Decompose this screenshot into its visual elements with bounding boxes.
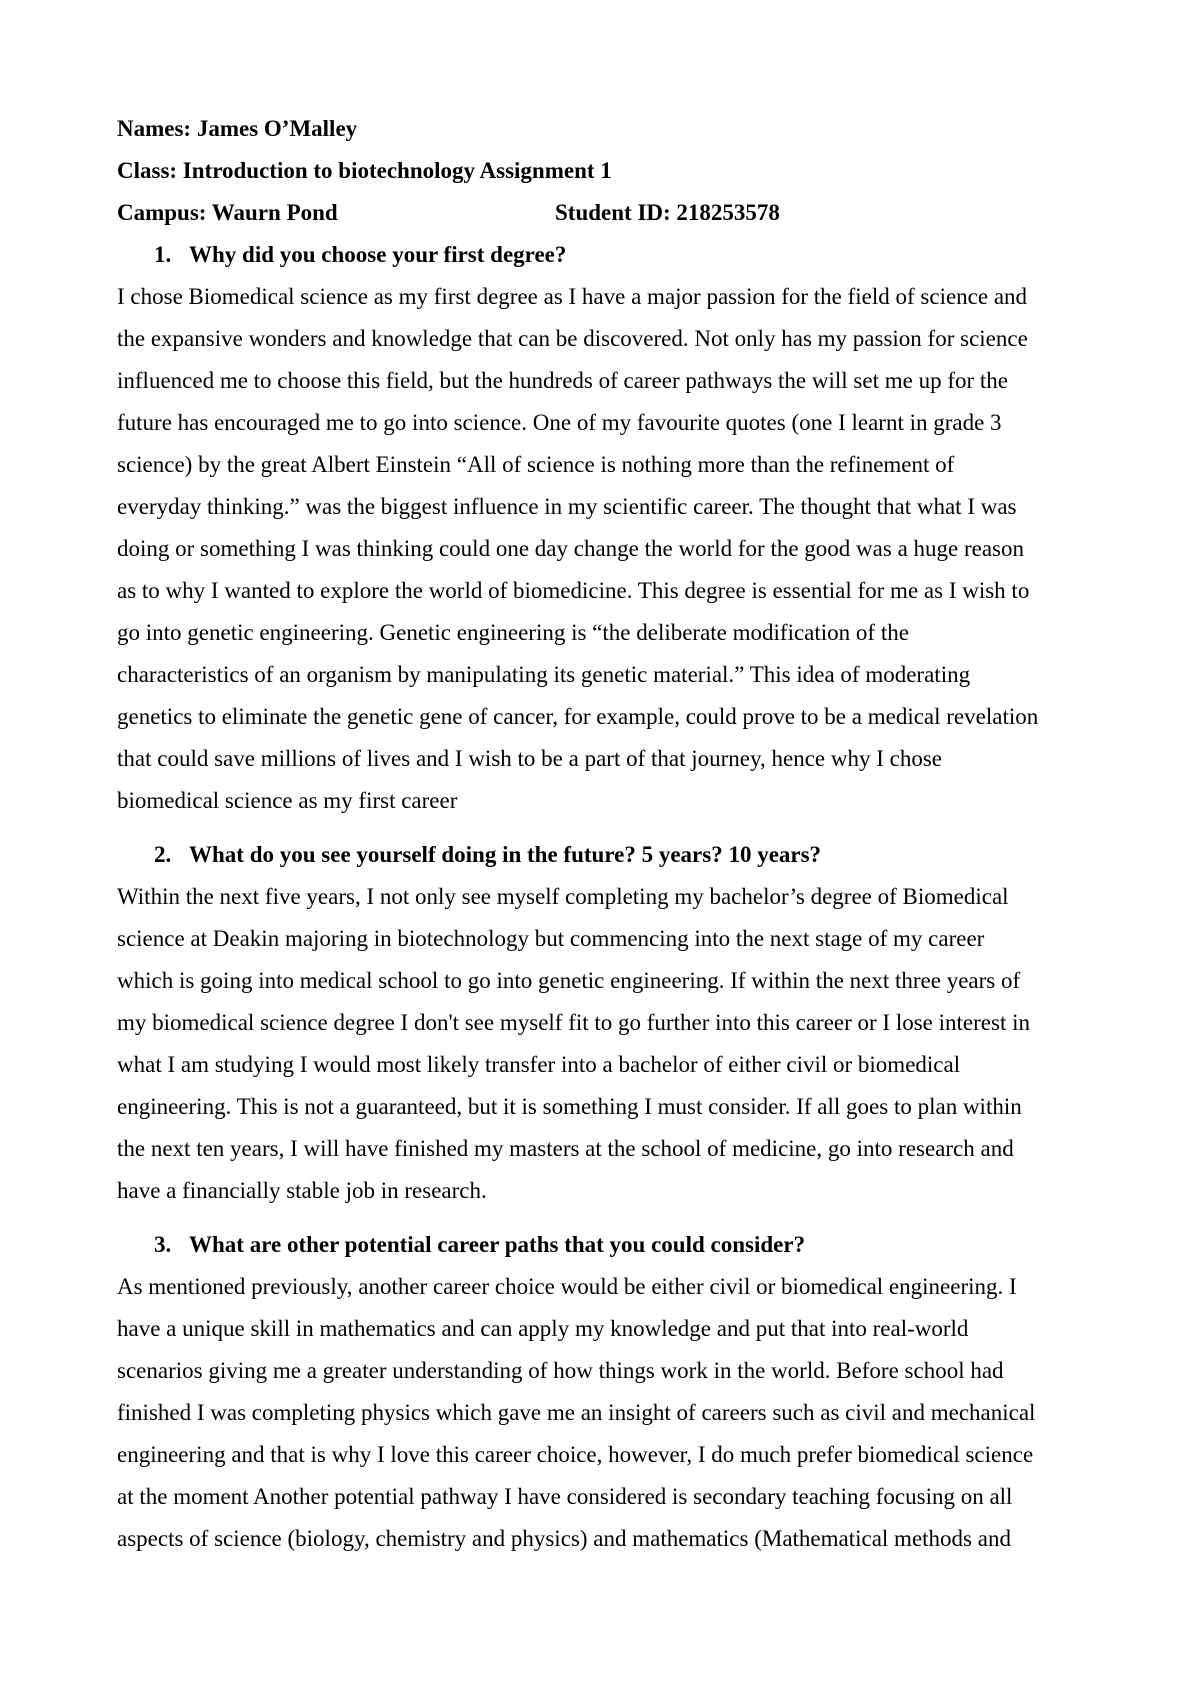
question-title: What are other potential career paths that you could consider?	[189, 1232, 806, 1257]
question-number: 2.	[154, 842, 172, 867]
answer-line: finished I was completing physics which gave me an insight of careers such as civil and mechanical	[117, 1400, 1036, 1425]
question-1-heading	[117, 234, 1117, 276]
answer-line: the expansive wonders and knowledge that can be discovered. Not only has my passion for science	[117, 326, 1028, 351]
answer-line: the next ten years, I will have finished my masters at the school of medicine, go into research and	[117, 1136, 1014, 1161]
answer-line: science) by the great Albert Einstein “All of science is nothing more than the refinement of	[117, 452, 955, 477]
answer-line: have a financially stable job in research.	[117, 1178, 487, 1203]
question-title: Why did you choose your first degree?	[189, 242, 567, 267]
question-2-heading	[117, 834, 1117, 876]
student-id-label: Student ID: 218253578	[555, 200, 780, 225]
campus-line	[117, 192, 1117, 234]
campus-label: Campus: Waurn Pond	[117, 200, 338, 225]
answer-line: doing or something I was thinking could one day change the world for the good was a huge reason	[117, 536, 1025, 561]
answer-line: what I am studying I would most likely transfer into a bachelor of either civil or biomedical	[117, 1052, 961, 1077]
answer-line: engineering and that is why I love this career choice, however, I do much prefer biomedical science	[117, 1442, 1034, 1467]
question-title: What do you see yourself doing in the future? 5 years? 10 years?	[189, 842, 822, 867]
question-number: 1.	[154, 242, 172, 267]
answer-line: that could save millions of lives and I wish to be a part of that journey, hence why I chose	[117, 746, 943, 771]
question-3-heading	[117, 1224, 1117, 1266]
answer-line: I chose Biomedical science as my first degree as I have a major passion for the field of science and	[117, 284, 1028, 309]
answer-line: have a unique skill in mathematics and can apply my knowledge and put that into real-world	[117, 1316, 969, 1341]
answer-line: characteristics of an organism by manipulating its genetic material.” This idea of moderating	[117, 662, 971, 687]
answer-2-paragraph	[117, 876, 1117, 1212]
answer-3-paragraph	[117, 1266, 1117, 1560]
names-line: Names: James O’Malley	[117, 116, 358, 141]
answer-line: scenarios giving me a greater understanding of how things work in the world. Before school had	[117, 1358, 1004, 1383]
answer-line: future has encouraged me to go into science. One of my favourite quotes (one I learnt in grade 3	[117, 410, 1002, 435]
answer-line: aspects of science (biology, chemistry and physics) and mathematics (Mathematical methods and	[117, 1526, 1011, 1551]
answer-line: science at Deakin majoring in biotechnology but commencing into the next stage of my career	[117, 926, 985, 951]
paragraph-gap	[117, 822, 1117, 834]
answer-line: genetics to eliminate the genetic gene of cancer, for example, could prove to be a medical revelation	[117, 704, 1039, 729]
answer-line: at the moment Another potential pathway I have considered is secondary teaching focusing on all	[117, 1484, 1013, 1509]
answer-line: Within the next five years, I not only see myself completing my bachelor’s degree of Biomedical	[117, 884, 1009, 909]
answer-line: which is going into medical school to go into genetic engineering. If within the next three years of	[117, 968, 1021, 993]
class-line: Class: Introduction to biotechnology Assignment 1	[117, 158, 612, 183]
answer-line: biomedical science as my first career	[117, 788, 458, 813]
answer-line: everyday thinking.” was the biggest influence in my scientific career. The thought that what I was	[117, 494, 1017, 519]
question-number: 3.	[154, 1232, 172, 1257]
paragraph-gap	[117, 1212, 1117, 1224]
answer-line: as to why I wanted to explore the world of biomedicine. This degree is essential for me as I wish to	[117, 578, 1030, 603]
answer-line: As mentioned previously, another career choice would be either civil or biomedical engineering. I	[117, 1274, 1017, 1299]
document-content	[117, 108, 1117, 1560]
answer-line: my biomedical science degree I don't see myself fit to go further into this career or I lose interest in	[117, 1010, 1030, 1035]
answer-1-paragraph	[117, 276, 1117, 822]
answer-line: engineering. This is not a guaranteed, but it is something I must consider. If all goes to plan within	[117, 1094, 1022, 1119]
answer-line: influenced me to choose this field, but the hundreds of career pathways the will set me up for the	[117, 368, 1008, 393]
answer-line: go into genetic engineering. Genetic engineering is “the deliberate modification of the	[117, 620, 909, 645]
